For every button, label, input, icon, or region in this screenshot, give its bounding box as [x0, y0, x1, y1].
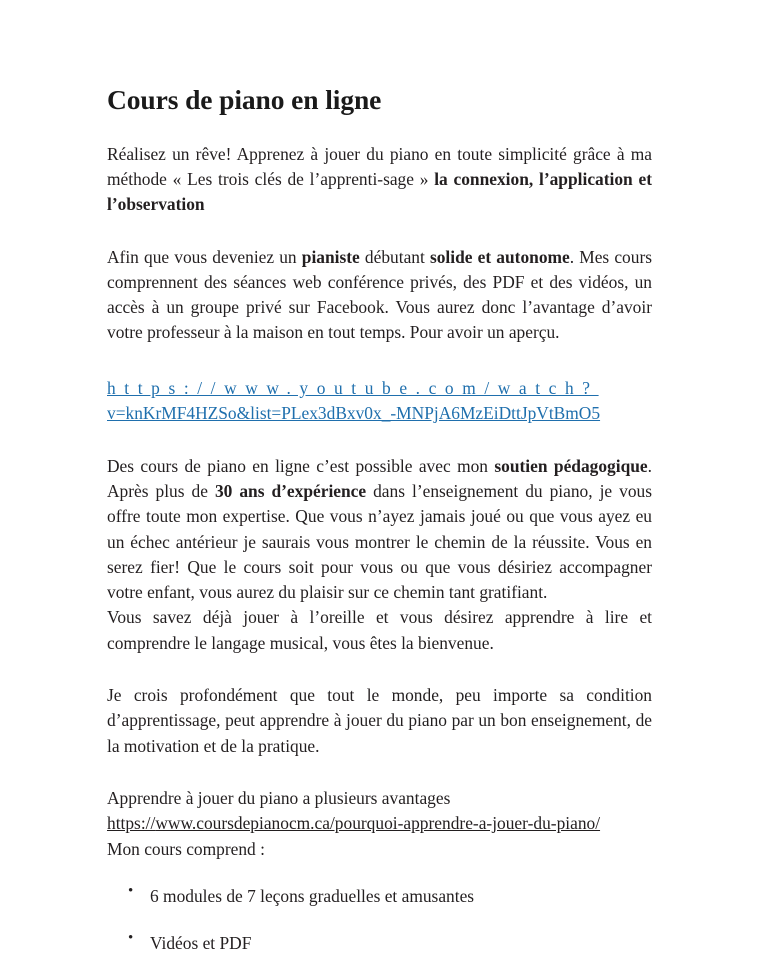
method-text-3: . Mes cours comprennent des séances web conférence privés, des PDF et des vidéos, un accès à un groupe privé sur Facebook. Vous aurez donc l’avantage d’avoir votre professeur à la maison en tout temps. Pour avoir un aperçu.	[107, 246, 653, 343]
youtube-link-line-2: v=knKrMF4HZSo&list=PLex3dBxv0x_-MNPjA6MzEiDttJpVtBmO5	[107, 403, 601, 424]
paragraph-ear-training: Vous savez déjà jouer à l’oreille et vous désirez apprendre à lire et comprendre le langage musical, vous êtes la bienvenue.	[107, 607, 652, 653]
list-item-label: Vidéos et PDF	[150, 932, 252, 953]
coursdepianocm-link-line-1: https://	[107, 813, 156, 834]
spacer	[107, 656, 652, 683]
spacer	[107, 427, 652, 454]
list-item	[107, 931, 652, 956]
page-title: Cours de piano en ligne	[107, 84, 382, 115]
spacer	[107, 862, 652, 884]
paragraph-support	[107, 454, 652, 606]
intro-bold-keys: la connexion, l’application et l’observation	[107, 168, 652, 215]
list-item	[107, 884, 652, 909]
method-bold-pianiste: pianiste	[301, 246, 360, 267]
method-text-2: débutant	[359, 246, 430, 267]
spacer	[107, 346, 652, 376]
method-bold-solide: solide et autonome	[429, 246, 570, 267]
support-bold-soutien: soutien pédagogique	[494, 455, 648, 476]
document-content	[107, 84, 652, 966]
spacer	[107, 218, 652, 245]
support-text-3: dans l’enseignement du piano, je vous offre toute mon expertise. Que vous n’ayez jamais joué ou que vous ayez eu un échec antérieur je saurais vous montrer le chemin de la réussite. Vous en serez fier! Que le cours soit pour vous ou que vous désiriez accompagner votre enfant, vous aurez du plaisir sur ce chemin tant gratifiant.	[107, 481, 652, 603]
course-includes-label: Mon cours comprend :	[107, 838, 265, 859]
youtube-playlist-link[interactable]	[107, 376, 652, 427]
bullet-icon: •	[128, 929, 134, 946]
paragraph-intro	[107, 142, 652, 218]
paragraph-belief: Je crois profondément que tout le monde, peu importe sa condition d’apprentissage, peut apprendre à jouer du piano par un bon enseignement, de la motivation et de la pratique.	[107, 685, 652, 756]
paragraph-advantages	[107, 786, 652, 837]
youtube-link-line-1: https://www.youtube.com/watch?	[107, 377, 599, 398]
course-contents-list	[107, 884, 652, 956]
support-text-2: . Après plus de	[107, 455, 653, 501]
advantages-text: Apprendre à jouer du piano a plusieurs avantages	[107, 787, 451, 808]
coursdepianocm-link-line-2: www.coursdepianocm.ca/pourquoi-apprendre-a-jouer-du-piano/	[155, 813, 601, 834]
coursdepianocm-link[interactable]	[107, 813, 600, 833]
list-item-label: 6 modules de 7 leçons graduelles et amusantes	[150, 885, 475, 906]
bullet-icon: •	[128, 882, 134, 899]
method-text-1: Afin que vous deveniez un	[107, 246, 302, 267]
support-text-1: Des cours de piano en ligne c’est possible avec mon	[107, 455, 495, 476]
paragraph-method	[107, 245, 652, 346]
intro-lead-text: Réalisez un rêve! Apprenez à jouer du piano en toute simplicité grâce à ma méthode « Les trois clés de l’apprenti-sage »	[107, 143, 652, 189]
spacer	[107, 759, 652, 786]
support-bold-experience: 30 ans d’expérience	[214, 481, 367, 501]
